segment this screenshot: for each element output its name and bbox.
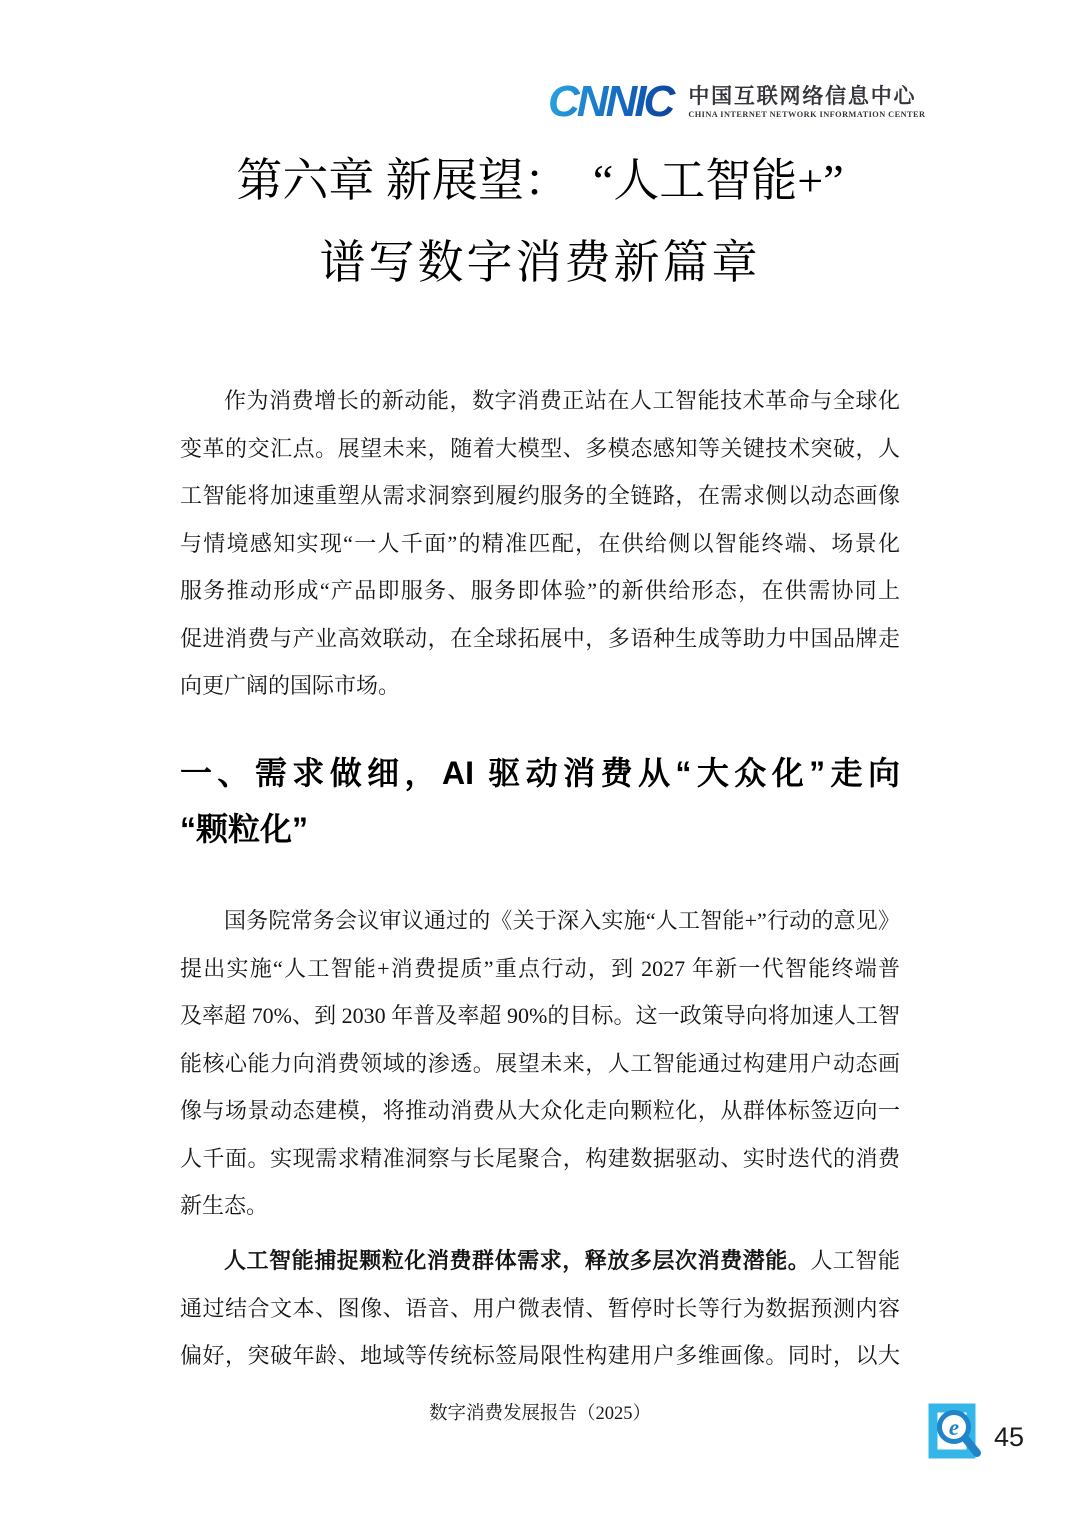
intro-line: 与情境感知实现“一人千面”的精准匹配，在供给侧以智能终端、场景化 [180,530,900,556]
body-line: 及率超 70%、到 2030 年普及率超 90%的目标。这一政策导向将加速人工智 [180,1003,900,1028]
chapter-title-line-1: 第六章 新展望： “人工智能+” [236,155,844,206]
svg-text:e: e [948,1415,960,1440]
intro-line: 工智能将加速重塑从需求洞察到履约服务的全链路，在需求侧以动态画像 [180,483,900,508]
body-line [180,1237,900,1285]
cnnic-org-names [688,83,925,121]
intro-line: 促进消费与产业高效联动，在全球拓展中，多语种生成等助力中国品牌走 [180,625,900,651]
intro-line: 变革的交汇点。展望未来，随着大模型、多模态感知等关键技术突破，人 [180,435,900,461]
body-line: 像与场景动态建模，将推动消费从大众化走向颗粒化，从群体标签迈向一 [180,1098,900,1123]
body-line: 偏好，突破年龄、地域等传统标签局限性构建用户多维画像。同时，以大 [180,1343,900,1368]
body-line: 国务院常务会议审议通过的《关于深入实施“人工智能+”行动的意见》 [224,908,900,933]
chapter-title-line-2: 谱写数字消费新篇章 [319,237,761,288]
cnnic-wordmark: CNNIC [548,77,680,127]
body-line: 新生态。 [180,1193,269,1218]
cnnic-logo [548,74,925,130]
intro-line: 作为消费增长的新动能，数字消费正站在人工智能技术革命与全球化 [224,388,900,413]
section-heading-line-2: “颗粒化” [180,811,309,847]
bold-lead-sentence: 人工智能捕捉颗粒化消费群体需求，释放多层次消费潜能。 [224,1248,811,1273]
body-line: 通过结合文本、图像、语音、用户微表情、暂停时长等行为数据预测内容 [180,1295,900,1321]
org-name-en: CHINA INTERNET NETWORK INFORMATION CENTER [688,110,926,119]
intro-line: 服务推动形成“产品即服务、服务即体验”的新供给形态，在供需协同上 [180,578,900,603]
section-paragraph-1 [180,897,900,1230]
section-heading [180,745,900,857]
footer-report-title: 数字消费发展报告（2025） [428,1404,651,1424]
section-heading-line-1: 一、需求做细，AI 驱动消费从“大众化”走向 [180,755,900,791]
body-line: 提出实施“人工智能+消费提质”重点行动，到 2027 年新一代智能终端普 [180,955,900,981]
body-line-rest: 人工智能 [810,1248,900,1273]
chapter-title [0,140,1080,304]
org-name-cn: 中国互联网络信息中心 [688,84,917,108]
intro-paragraph [180,377,900,710]
intro-line: 向更广阔的国际市场。 [180,673,401,698]
page-number: 45 [994,1422,1025,1452]
body-line: 能核心能力向消费领域的渗透。展望未来，人工智能通过构建用户动态画 [180,1050,900,1076]
body-line: 人千面。实现需求精准洞察与长尾聚合，构建数据驱动、实时迭代的消费 [180,1145,900,1171]
section-paragraph-2 [180,1237,900,1380]
cnnic-emblem-icon [928,1402,982,1460]
